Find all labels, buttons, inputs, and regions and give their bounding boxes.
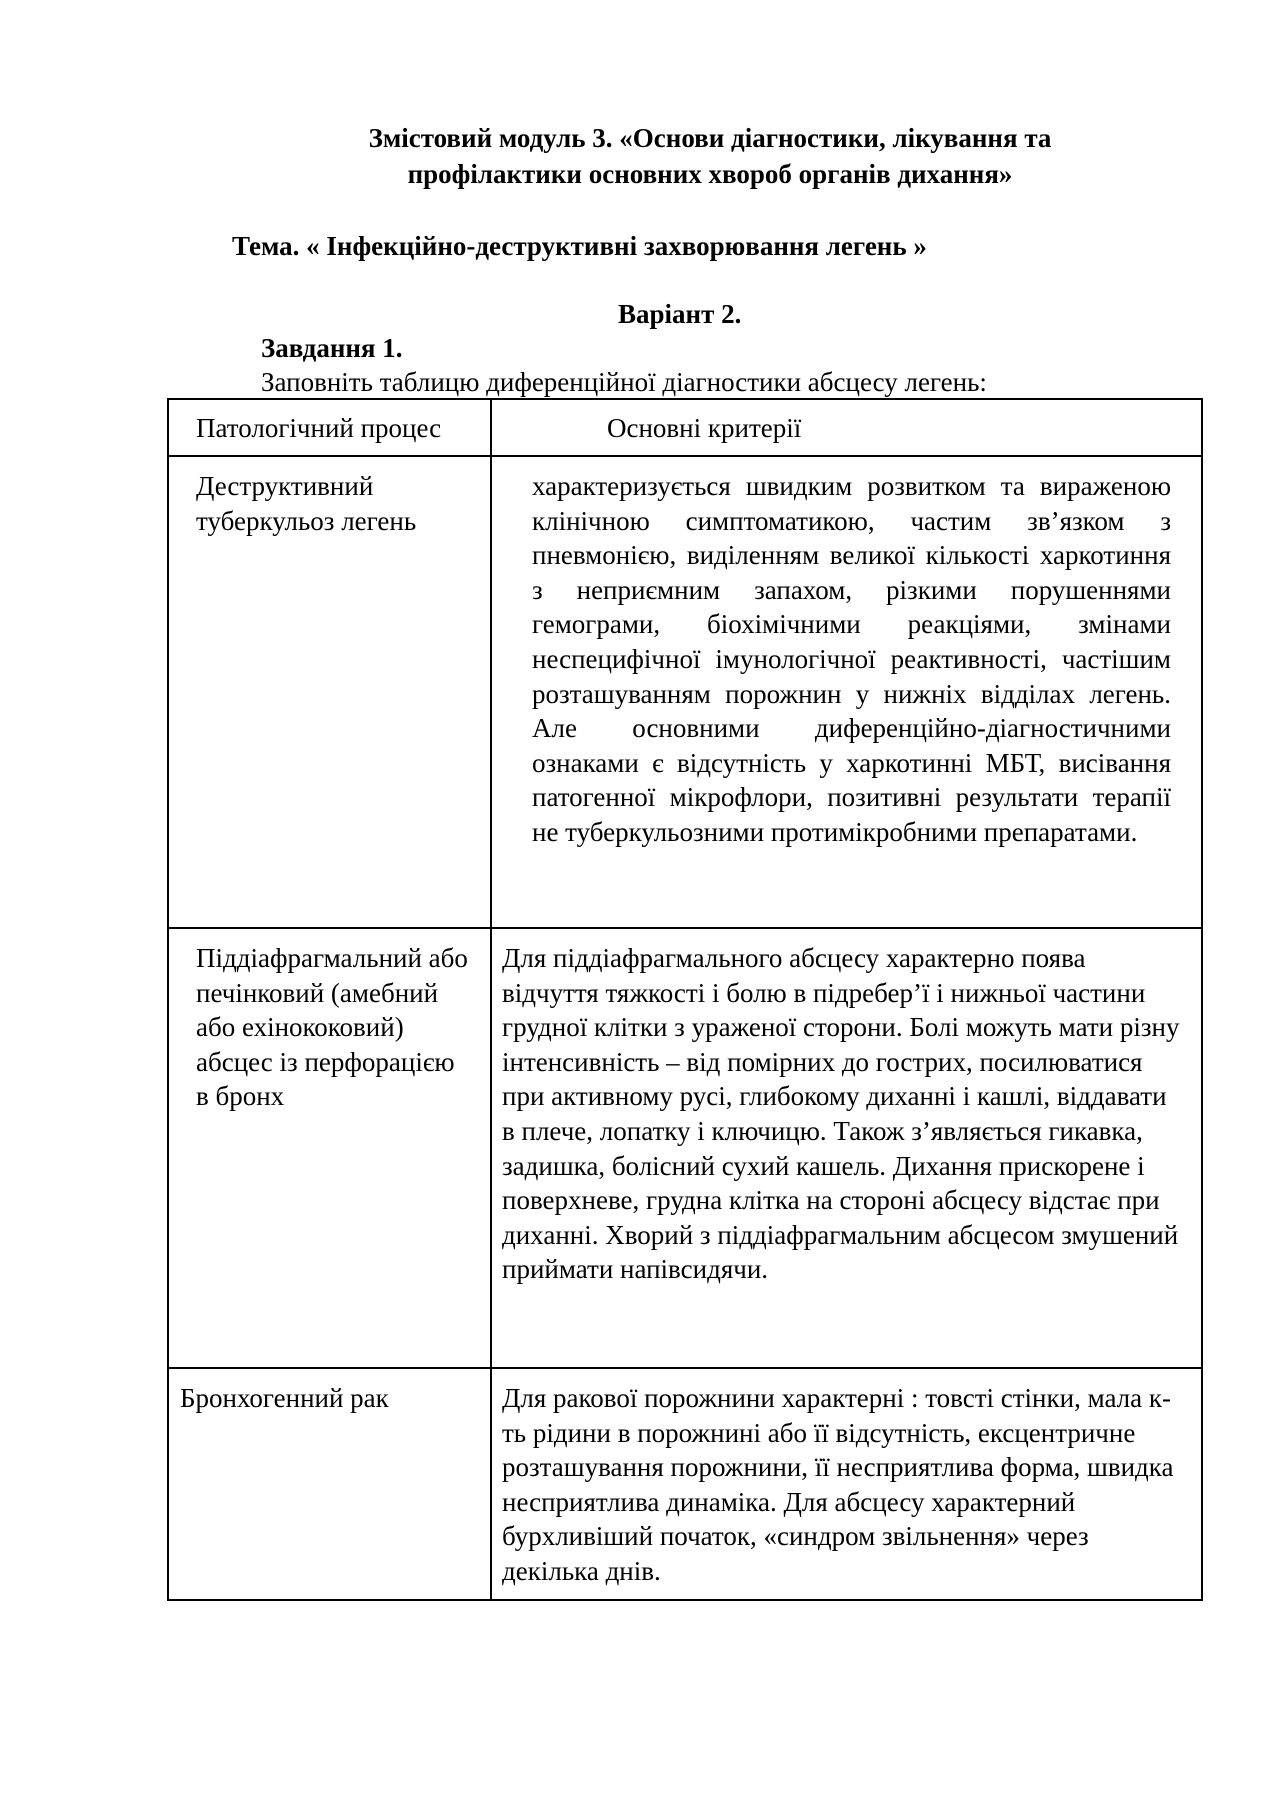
column-header-criteria: Основні критерії: [491, 399, 1202, 456]
table-row: [168, 456, 1202, 928]
module-title-line-2: профілактики основних хвороб органів дихання»: [407, 159, 1013, 189]
module-title: [300, 120, 1120, 192]
module-title-line-1: Змістовий модуль 3. «Основи діагностики, лікування та: [368, 123, 1052, 153]
table-row: [168, 1368, 1202, 1600]
row-process-cell: Деструктивний туберкульоз легень: [168, 456, 491, 928]
variant-label: Варіант 2.: [618, 299, 742, 329]
column-header-process: Патологічний процес: [168, 399, 491, 456]
row-process-cell: Бронхогенний рак: [168, 1368, 491, 1600]
table-row: [168, 928, 1202, 1368]
differential-diagnosis-table: [167, 398, 1203, 1601]
row-criteria-cell: Для піддіафрагмального абсцесу характерно поява відчуття тяжкості і болю в підребер’ї і нижньої частини грудної клітки з ураженої сторони. Болі можуть мати різну інтенсивність – від помірних до гострих, посилюватися при активному русі, глибокому диханні і кашлі, віддавати в плече, лопатку і ключицю. Також з’являється гикавка, задишка, болісний сухий кашель. Дихання прискорене і поверхневе, грудна клітка на стороні абсцесу відстає при диханні. Хворий з піддіафрагмальним абсцесом змушений приймати напівсидячи.: [491, 928, 1202, 1368]
task-instruction: Заповніть таблицю диференційної діагностики абсцесу легень:: [261, 367, 987, 397]
row-criteria-cell: Для ракової порожнини характерні : товсті стінки, мала к-ть рідини в порожнині або її відсутність, ексцентричне розташування порожнини, її несприятлива форма, швидка несприятлива динаміка. Для абсцесу характерний бурхливіший початок, «синдром звільнення» через декілька днів.: [491, 1368, 1202, 1600]
task-label: Завдання 1.: [261, 333, 403, 363]
table-header-row: [168, 399, 1202, 456]
row-criteria-cell: характеризується швидким розвитком та вираженою клінічною симптоматикою, частим зв’язком з пневмонією, виділенням великої кількості харкотиння з неприємним запахом, різкими порушеннями гемограми, біохімічними реакціями, змінами неспецифічної імунологічної реактивності, частішим розташуванням порожнин у нижніх відділах легень. Але основними диференційно-діагностичними ознаками є відсутність у харкотинні МБТ, висівання патогенної мікрофлори, позитивні результати терапії не туберкульозними протимікробними препаратами.: [491, 456, 1202, 928]
topic-title: Тема. « Інфекційно-деструктивні захворювання легень »: [232, 231, 927, 261]
row-process-cell: Піддіафрагмальний або печінковий (амебний або ехінококовий) абсцес із перфорацією в бронх: [168, 928, 491, 1368]
